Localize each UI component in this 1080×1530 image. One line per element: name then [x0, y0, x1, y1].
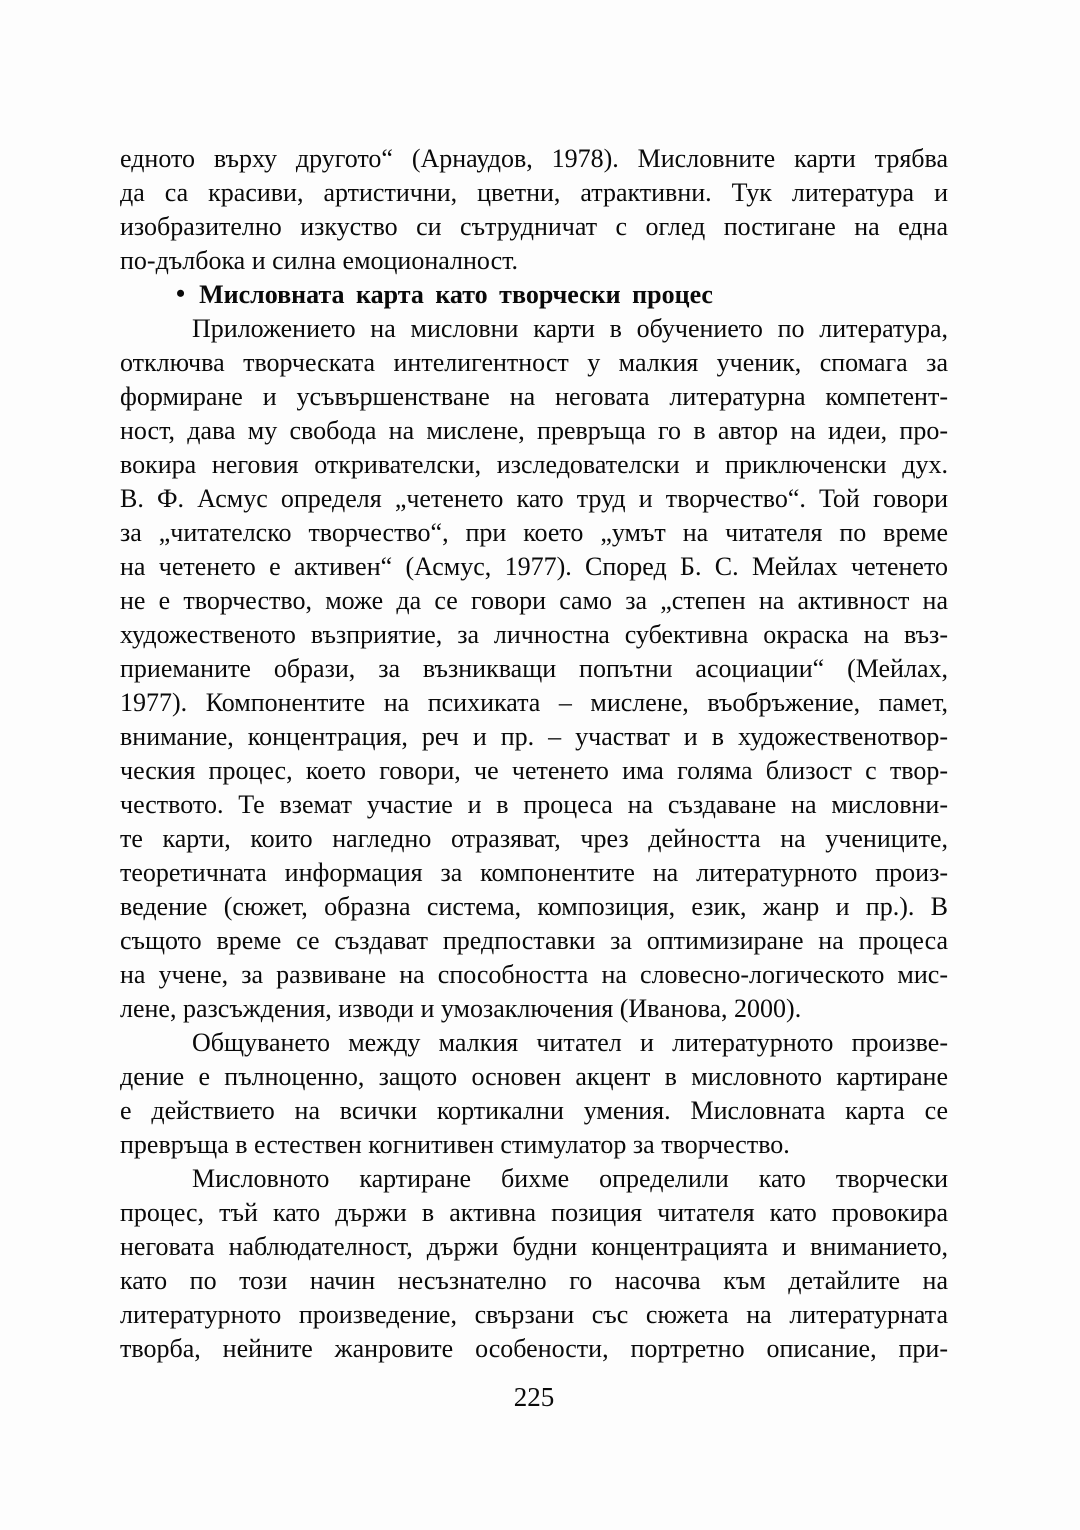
text-line: 1977). Компонентите на психиката – мислене, въобръжение, памет, [120, 688, 948, 717]
section-heading [120, 278, 948, 312]
text-line: отключва творческата интелигентност у малкия ученик, спомага за [120, 348, 948, 377]
text-line: ческия процес, което говори, че четенето има голяма близост с твор- [120, 756, 948, 785]
text-line: те карти, които нагледно отразяват, чрез дейността на учениците, [120, 824, 948, 853]
text-line: творба, нейните жанровите особености, портретно описание, при- [120, 1334, 948, 1363]
text-line: литературното произведение, свързани със сюжета на литературната [120, 1300, 948, 1329]
text-line: чеството. Те вземат участие и в процеса на създаване на мисловни- [120, 790, 948, 819]
text-line: на учене, за развиване на способността на словесно-логическото мис- [120, 960, 948, 989]
text-line: ност, дава му свобода на мислене, превръща го в автор на идеи, про- [120, 416, 948, 445]
text-line: теоретичната информация за компонентите на литературното произ- [120, 858, 948, 887]
text-line: като по този начин несъзнателно го насочва към детайлите на [120, 1266, 948, 1295]
text-line: Общуването между малкия читател и литературното произве- [192, 1028, 948, 1057]
text-line: процес, тъй като държи в активна позиция читателя като провокира [120, 1198, 948, 1227]
text-line: да са красиви, артистични, цветни, атрактивни. Тук литература и [120, 178, 948, 207]
text-line: не е творчество, може да се говори само за „степен на активност на [120, 586, 948, 615]
text-line: Мисловното картиране бихме определили като творчески [192, 1164, 948, 1193]
text-line: В. Ф. Асмус определя „четенето като труд и творчество“. Той говори [120, 484, 948, 513]
text-line: същото време се създават предпоставки за оптимизиране на процеса [120, 926, 948, 955]
text-line: по-дълбока и силна емоционалност. [120, 246, 519, 275]
text-line: е действието на всички кортикални умения. Мисловната карта се [120, 1096, 948, 1125]
text-line: ведение (сюжет, образна система, композиция, език, жанр и пр.). В [120, 892, 948, 921]
text-line: едното върху другото“ (Арнаудов, 1978). Мисловните карти трябва [120, 144, 948, 173]
bullet-icon: • [176, 279, 186, 308]
text-line: изобразително изкуство си сътрудничат с оглед постигане на една [120, 212, 948, 241]
text-line: художественото възприятие, за личностна субективна окраска на въз- [120, 620, 948, 649]
text-line: приеманите образи, за възникващи попътни асоциации“ (Мейлах, [120, 654, 948, 683]
text-line: за „читателско творчество“, при което „умът на читателя по време [120, 518, 948, 547]
text-line: на четенето е активен“ (Асмус, 1977). Според Б. С. Мейлах четенето [120, 552, 948, 581]
text-line: Приложението на мисловни карти в обучението по литература, [192, 314, 948, 343]
text-line: превръща в естествен когнитивен стимулатор за творчество. [120, 1130, 790, 1159]
text-line: неговата наблюдателност, държи будни концентрацията и вниманието, [120, 1232, 948, 1261]
text-line: лене, разсъждения, изводи и умозаключения (Иванова, 2000). [120, 994, 802, 1023]
text-line: вокира неговия откривателски, изследователски и приключенски дух. [120, 450, 948, 479]
page-number: 225 [513, 1382, 555, 1412]
section-heading-label: Мисловната карта като творчески процес [199, 280, 713, 309]
text-line: внимание, концентрация, реч и пр. – участват и в художественотвор- [120, 722, 948, 751]
text-line: формиране и усъвършенстване на неговата литературна компетент- [120, 382, 948, 411]
text-block [120, 142, 948, 1366]
text-line: дение е пълноценно, защото основен акцент в мисловното картиране [120, 1062, 948, 1091]
